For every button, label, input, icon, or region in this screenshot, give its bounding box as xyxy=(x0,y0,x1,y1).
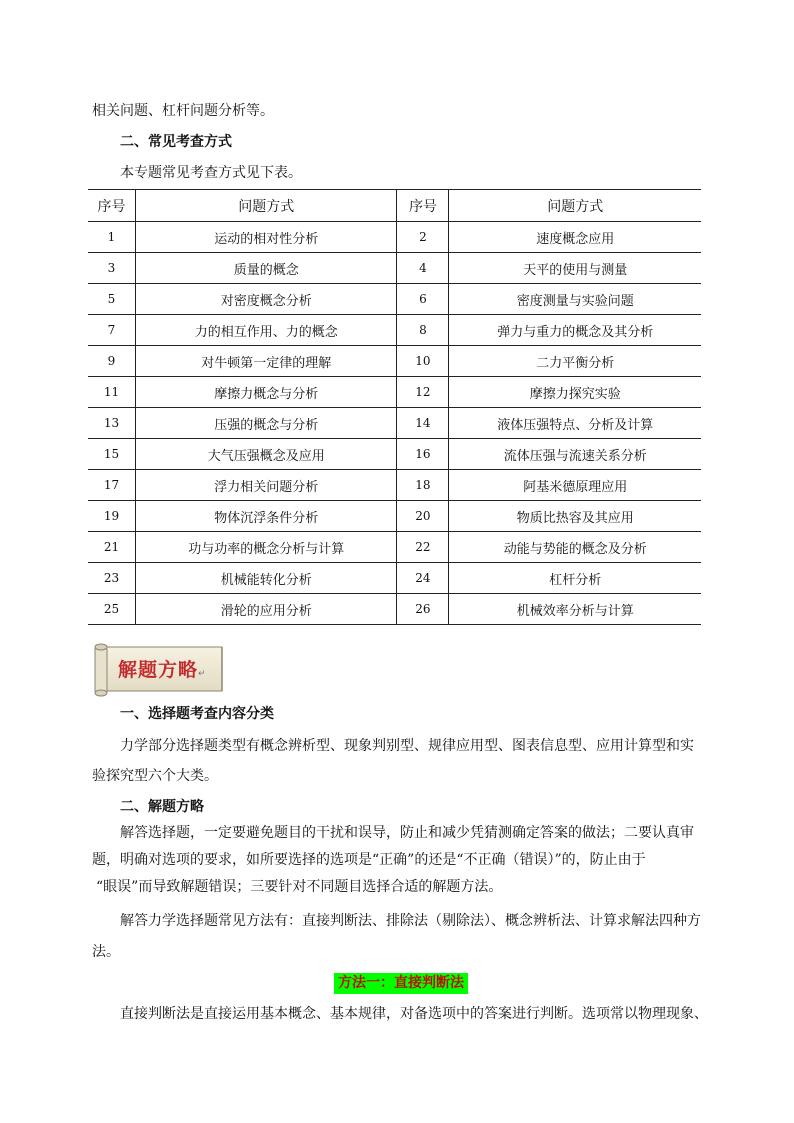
row-type-left: 运动的相对性分析 xyxy=(135,222,397,253)
s2-line-2: 题，明确对选项的要求，如所要选择的选项是“正确”的还是“不正确（错误）”的，防止由于 xyxy=(92,852,646,868)
row-type-right: 速度概念应用 xyxy=(449,222,701,253)
row-type-right: 摩擦力探究实验 xyxy=(449,377,701,408)
s1-heading: 一、选择题考查内容分类 xyxy=(120,706,274,722)
table-row xyxy=(88,439,701,470)
row-index-left: 3 xyxy=(88,253,135,284)
row-type-right: 流体压强与流速关系分析 xyxy=(449,439,701,470)
table-row xyxy=(88,470,701,501)
s1-line-1: 力学部分选择题类型有概念辨析型、现象判别型、规律应用型、图表信息型、应用计算型和实 xyxy=(120,738,694,754)
row-type-left: 对牛顿第一定律的理解 xyxy=(135,346,397,377)
row-type-left: 浮力相关问题分析 xyxy=(135,470,397,501)
row-type-right: 弹力与重力的概念及其分析 xyxy=(449,315,701,346)
row-type-right: 液体压强特点、分析及计算 xyxy=(449,408,701,439)
row-index-right: 20 xyxy=(397,501,449,532)
row-type-left: 质量的概念 xyxy=(135,253,397,284)
table-row xyxy=(88,594,701,625)
row-type-right: 阿基米德原理应用 xyxy=(449,470,701,501)
row-index-right: 24 xyxy=(397,563,449,594)
table-header-row xyxy=(88,190,701,222)
s2-line-3: “眼误”而导致解题错误；三要针对不同题目选择合适的解题方法。 xyxy=(96,879,503,895)
banner-title-text: 解题方略 xyxy=(118,659,199,681)
row-type-right: 二力平衡分析 xyxy=(449,346,701,377)
row-type-right: 天平的使用与测量 xyxy=(449,253,701,284)
row-index-left: 11 xyxy=(88,377,135,408)
row-type-right: 杠杆分析 xyxy=(449,563,701,594)
table-row xyxy=(88,346,701,377)
table-body xyxy=(88,222,701,625)
row-type-left: 力的相互作用、力的概念 xyxy=(135,315,397,346)
table-row xyxy=(88,408,701,439)
banner-title xyxy=(118,655,207,682)
row-index-left: 19 xyxy=(88,501,135,532)
s2-heading: 二、解题方略 xyxy=(120,799,204,815)
table-intro-text: 本专题常见考查方式见下表。 xyxy=(120,165,302,181)
table-row xyxy=(88,222,701,253)
table-row xyxy=(88,284,701,315)
row-type-right: 机械效率分析与计算 xyxy=(449,594,701,625)
table-row xyxy=(88,377,701,408)
row-index-left: 25 xyxy=(88,594,135,625)
row-type-left: 功与功率的概念分析与计算 xyxy=(135,532,397,563)
row-type-left: 滑轮的应用分析 xyxy=(135,594,397,625)
row-index-left: 7 xyxy=(88,315,135,346)
row-index-left: 23 xyxy=(88,563,135,594)
header-index-2: 序号 xyxy=(397,190,449,222)
row-index-right: 22 xyxy=(397,532,449,563)
intro-tail-text: 相关问题、杠杆问题分析等。 xyxy=(92,103,274,119)
table-row xyxy=(88,315,701,346)
row-index-right: 4 xyxy=(397,253,449,284)
row-type-left: 机械能转化分析 xyxy=(135,563,397,594)
row-index-left: 15 xyxy=(88,439,135,470)
row-index-right: 2 xyxy=(397,222,449,253)
row-index-left: 17 xyxy=(88,470,135,501)
row-index-right: 18 xyxy=(397,470,449,501)
paragraph-mark: ↵ xyxy=(198,669,207,679)
row-type-left: 压强的概念与分析 xyxy=(135,408,397,439)
row-index-left: 1 xyxy=(88,222,135,253)
table-row xyxy=(88,532,701,563)
row-type-right: 动能与势能的概念及分析 xyxy=(449,532,701,563)
method1-title: 方法一：直接判断法 xyxy=(334,973,468,994)
row-index-right: 16 xyxy=(397,439,449,470)
method1-line-1: 直接判断法是直接运用基本概念、基本规律，对备选项中的答案进行判断。选项常以物理现象、 xyxy=(120,1006,708,1022)
header-type-2: 问题方式 xyxy=(449,190,701,222)
s2-line-5: 法。 xyxy=(92,944,120,960)
row-index-left: 9 xyxy=(88,346,135,377)
s1-line-2: 验探究型六个大类。 xyxy=(92,768,218,784)
row-type-left: 对密度概念分析 xyxy=(135,284,397,315)
s2-line-4: 解答力学选择题常见方法有：直接判断法、排除法（剔除法）、概念辨析法、计算求解法四种方 xyxy=(120,913,701,929)
row-index-left: 13 xyxy=(88,408,135,439)
table-row xyxy=(88,253,701,284)
row-index-left: 21 xyxy=(88,532,135,563)
row-type-right: 物质比热容及其应用 xyxy=(449,501,701,532)
table-row xyxy=(88,563,701,594)
s2-line-1: 解答选择题，一定要避免题目的干扰和误导，防止和减少凭猜测确定答案的做法；二要认真审 xyxy=(120,825,694,841)
row-index-right: 8 xyxy=(397,315,449,346)
row-index-right: 6 xyxy=(397,284,449,315)
row-index-right: 10 xyxy=(397,346,449,377)
header-type-1: 问题方式 xyxy=(135,190,397,222)
section2-heading: 二、常见考查方式 xyxy=(120,134,232,150)
table-row xyxy=(88,501,701,532)
row-index-right: 12 xyxy=(397,377,449,408)
question-type-table xyxy=(88,189,701,625)
row-index-right: 14 xyxy=(397,408,449,439)
row-type-left: 大气压强概念及应用 xyxy=(135,439,397,470)
row-type-left: 摩擦力概念与分析 xyxy=(135,377,397,408)
row-index-left: 5 xyxy=(88,284,135,315)
row-type-right: 密度测量与实验问题 xyxy=(449,284,701,315)
row-index-right: 26 xyxy=(397,594,449,625)
header-index-1: 序号 xyxy=(88,190,135,222)
row-type-left: 物体沉浮条件分析 xyxy=(135,501,397,532)
